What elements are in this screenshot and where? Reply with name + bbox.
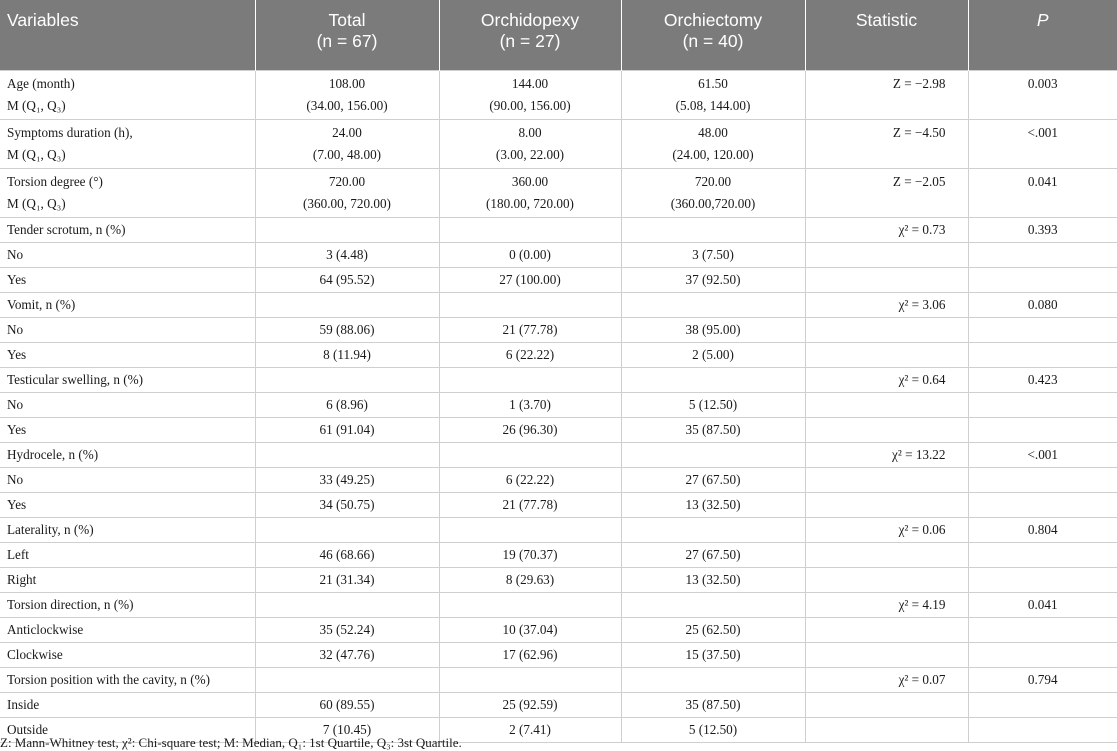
row-label: Vomit, n (%) (0, 293, 255, 318)
cell-statistic: Z = −2.98 (805, 71, 968, 120)
table-row (0, 120, 1117, 169)
header-orchiectomy: Orchiectomy (n = 40) (621, 0, 805, 71)
cell-orchiectomy: 2 (5.00) (621, 343, 805, 368)
cell-total: 24.00 (7.00, 48.00) (255, 120, 439, 169)
cell-total: 3 (4.48) (255, 243, 439, 268)
table-row (0, 468, 1117, 493)
cell-orchiectomy: 13 (32.50) (621, 568, 805, 593)
cell-orchidopexy (439, 518, 621, 543)
cell-p (968, 418, 1117, 443)
cell-statistic (805, 393, 968, 418)
cell-orchiectomy: 35 (87.50) (621, 418, 805, 443)
row-label: Age (month) M (Q₁, Q₃) (0, 71, 255, 120)
row-label: Symptoms duration (h), M (Q₁, Q₃) (0, 120, 255, 169)
cell-total (255, 293, 439, 318)
table-row (0, 318, 1117, 343)
table-row (0, 293, 1117, 318)
header-p: P (1036, 10, 1049, 30)
cell-p: <.001 (968, 443, 1117, 468)
cell-statistic: Z = −2.05 (805, 169, 968, 218)
cell-orchidopexy (439, 368, 621, 393)
cell-total (255, 218, 439, 243)
cell-total: 61 (91.04) (255, 418, 439, 443)
table-row (0, 643, 1117, 668)
cell-p: 0.080 (968, 293, 1117, 318)
cell-orchiectomy: 5 (12.50) (621, 393, 805, 418)
table-row (0, 693, 1117, 718)
cell-total: 59 (88.06) (255, 318, 439, 343)
cell-orchiectomy: 38 (95.00) (621, 318, 805, 343)
header-statistic: Statistic (805, 0, 968, 71)
cell-statistic: χ² = 0.07 (805, 668, 968, 693)
cell-orchidopexy: 17 (62.96) (439, 643, 621, 668)
cell-statistic (805, 568, 968, 593)
cell-total (255, 668, 439, 693)
cell-p: <.001 (968, 120, 1117, 169)
row-label: Tender scrotum, n (%) (0, 218, 255, 243)
row-label: Left (0, 543, 255, 568)
table-row (0, 493, 1117, 518)
cell-p (968, 543, 1117, 568)
cell-orchidopexy (439, 593, 621, 618)
cell-orchidopexy (439, 218, 621, 243)
table-row (0, 243, 1117, 268)
cell-orchiectomy (621, 218, 805, 243)
cell-statistic (805, 493, 968, 518)
cell-orchidopexy: 21 (77.78) (439, 318, 621, 343)
cell-orchidopexy: 2 (7.41) (439, 718, 621, 743)
cell-p (968, 243, 1117, 268)
cell-orchiectomy (621, 668, 805, 693)
cell-p (968, 268, 1117, 293)
cell-orchidopexy: 0 (0.00) (439, 243, 621, 268)
cell-total: 7 (10.45) (255, 718, 439, 743)
row-label: Clockwise (0, 643, 255, 668)
cell-orchiectomy: 720.00 (360.00,720.00) (621, 169, 805, 218)
cell-p: 0.423 (968, 368, 1117, 393)
cell-total (255, 593, 439, 618)
cell-orchiectomy: 61.50 (5.08, 144.00) (621, 71, 805, 120)
cell-p (968, 693, 1117, 718)
row-label: Yes (0, 343, 255, 368)
cell-p (968, 493, 1117, 518)
cell-orchiectomy: 13 (32.50) (621, 493, 805, 518)
cell-orchiectomy: 37 (92.50) (621, 268, 805, 293)
cell-orchidopexy: 26 (96.30) (439, 418, 621, 443)
cell-orchidopexy: 27 (100.00) (439, 268, 621, 293)
row-label: Laterality, n (%) (0, 518, 255, 543)
cell-p: 0.041 (968, 169, 1117, 218)
row-label: No (0, 393, 255, 418)
header-row (0, 0, 1117, 71)
table-row (0, 218, 1117, 243)
cell-total: 34 (50.75) (255, 493, 439, 518)
table-row (0, 593, 1117, 618)
cell-orchiectomy: 27 (67.50) (621, 468, 805, 493)
cell-statistic (805, 418, 968, 443)
cell-p: 0.794 (968, 668, 1117, 693)
table-row (0, 368, 1117, 393)
row-label: Yes (0, 493, 255, 518)
cell-orchidopexy: 8 (29.63) (439, 568, 621, 593)
cell-p: 0.393 (968, 218, 1117, 243)
cell-statistic: χ² = 3.06 (805, 293, 968, 318)
row-label: Testicular swelling, n (%) (0, 368, 255, 393)
table-row (0, 668, 1117, 693)
cell-statistic: χ² = 13.22 (805, 443, 968, 468)
cell-orchiectomy: 35 (87.50) (621, 693, 805, 718)
cell-total: 32 (47.76) (255, 643, 439, 668)
table-footnote: Z: Mann-Whitney test, χ²: Chi-square test; M: Median, Q₁: 1st Quartile, Q₃: 3st Quartile. (0, 735, 462, 750)
row-label: Outside (0, 718, 255, 743)
cell-statistic (805, 468, 968, 493)
cell-total: 46 (68.66) (255, 543, 439, 568)
cell-total: 60 (89.55) (255, 693, 439, 718)
cell-statistic: χ² = 0.64 (805, 368, 968, 393)
cell-statistic (805, 618, 968, 643)
cell-orchiectomy (621, 518, 805, 543)
cell-statistic (805, 693, 968, 718)
cell-statistic (805, 543, 968, 568)
cell-statistic (805, 318, 968, 343)
table-row (0, 418, 1117, 443)
cell-statistic: χ² = 0.73 (805, 218, 968, 243)
cell-statistic (805, 268, 968, 293)
row-label: Anticlockwise (0, 618, 255, 643)
table-row (0, 343, 1117, 368)
cell-p (968, 643, 1117, 668)
cell-statistic (805, 343, 968, 368)
row-label: Yes (0, 268, 255, 293)
cell-total: 21 (31.34) (255, 568, 439, 593)
cell-total (255, 443, 439, 468)
cell-p (968, 393, 1117, 418)
row-label: No (0, 468, 255, 493)
table-row (0, 518, 1117, 543)
cell-orchidopexy (439, 443, 621, 468)
cell-orchidopexy: 6 (22.22) (439, 343, 621, 368)
header-total: Total (n = 67) (255, 0, 439, 71)
row-label: Torsion position with the cavity, n (%) (0, 668, 255, 693)
cell-p: 0.804 (968, 518, 1117, 543)
cell-orchiectomy: 15 (37.50) (621, 643, 805, 668)
table-row (0, 443, 1117, 468)
cell-orchiectomy: 5 (12.50) (621, 718, 805, 743)
cell-orchidopexy: 144.00 (90.00, 156.00) (439, 71, 621, 120)
table-row (0, 568, 1117, 593)
cell-orchidopexy: 10 (37.04) (439, 618, 621, 643)
cell-orchidopexy (439, 293, 621, 318)
cell-total: 8 (11.94) (255, 343, 439, 368)
cell-statistic: χ² = 0.06 (805, 518, 968, 543)
table-row (0, 268, 1117, 293)
table-row (0, 543, 1117, 568)
row-label: Hydrocele, n (%) (0, 443, 255, 468)
cell-total: 35 (52.24) (255, 618, 439, 643)
cell-total: 108.00 (34.00, 156.00) (255, 71, 439, 120)
cell-orchiectomy (621, 368, 805, 393)
row-label: Torsion direction, n (%) (0, 593, 255, 618)
row-label: Inside (0, 693, 255, 718)
cell-orchiectomy: 27 (67.50) (621, 543, 805, 568)
cell-orchidopexy: 360.00 (180.00, 720.00) (439, 169, 621, 218)
cell-orchiectomy (621, 593, 805, 618)
cell-total: 720.00 (360.00, 720.00) (255, 169, 439, 218)
cell-p (968, 568, 1117, 593)
table-row (0, 169, 1117, 218)
cell-orchidopexy: 1 (3.70) (439, 393, 621, 418)
cell-total: 6 (8.96) (255, 393, 439, 418)
row-label: Right (0, 568, 255, 593)
cell-orchidopexy: 25 (92.59) (439, 693, 621, 718)
table-row (0, 618, 1117, 643)
cell-orchidopexy: 21 (77.78) (439, 493, 621, 518)
cell-total: 64 (95.52) (255, 268, 439, 293)
cell-p (968, 468, 1117, 493)
cell-p: 0.003 (968, 71, 1117, 120)
cell-orchiectomy: 25 (62.50) (621, 618, 805, 643)
cell-orchidopexy (439, 668, 621, 693)
cell-orchiectomy (621, 443, 805, 468)
cell-orchiectomy (621, 293, 805, 318)
cell-orchidopexy: 6 (22.22) (439, 468, 621, 493)
cell-statistic (805, 643, 968, 668)
cell-total (255, 518, 439, 543)
cell-p (968, 618, 1117, 643)
header-variables: Variables (0, 0, 255, 71)
row-label: Torsion degree (°) M (Q₁, Q₃) (0, 169, 255, 218)
cell-orchiectomy: 48.00 (24.00, 120.00) (621, 120, 805, 169)
cell-p (968, 318, 1117, 343)
cell-orchidopexy: 19 (70.37) (439, 543, 621, 568)
cell-statistic (805, 243, 968, 268)
table-row (0, 71, 1117, 120)
cell-total (255, 368, 439, 393)
cell-statistic: χ² = 4.19 (805, 593, 968, 618)
cell-p: 0.041 (968, 593, 1117, 618)
cell-orchidopexy: 8.00 (3.00, 22.00) (439, 120, 621, 169)
row-label: No (0, 318, 255, 343)
header-orchidopexy: Orchidopexy (n = 27) (439, 0, 621, 71)
cell-p (968, 343, 1117, 368)
table-row (0, 393, 1117, 418)
row-label: Yes (0, 418, 255, 443)
cell-total: 33 (49.25) (255, 468, 439, 493)
cell-statistic: Z = −4.50 (805, 120, 968, 169)
cell-orchiectomy: 3 (7.50) (621, 243, 805, 268)
row-label: No (0, 243, 255, 268)
